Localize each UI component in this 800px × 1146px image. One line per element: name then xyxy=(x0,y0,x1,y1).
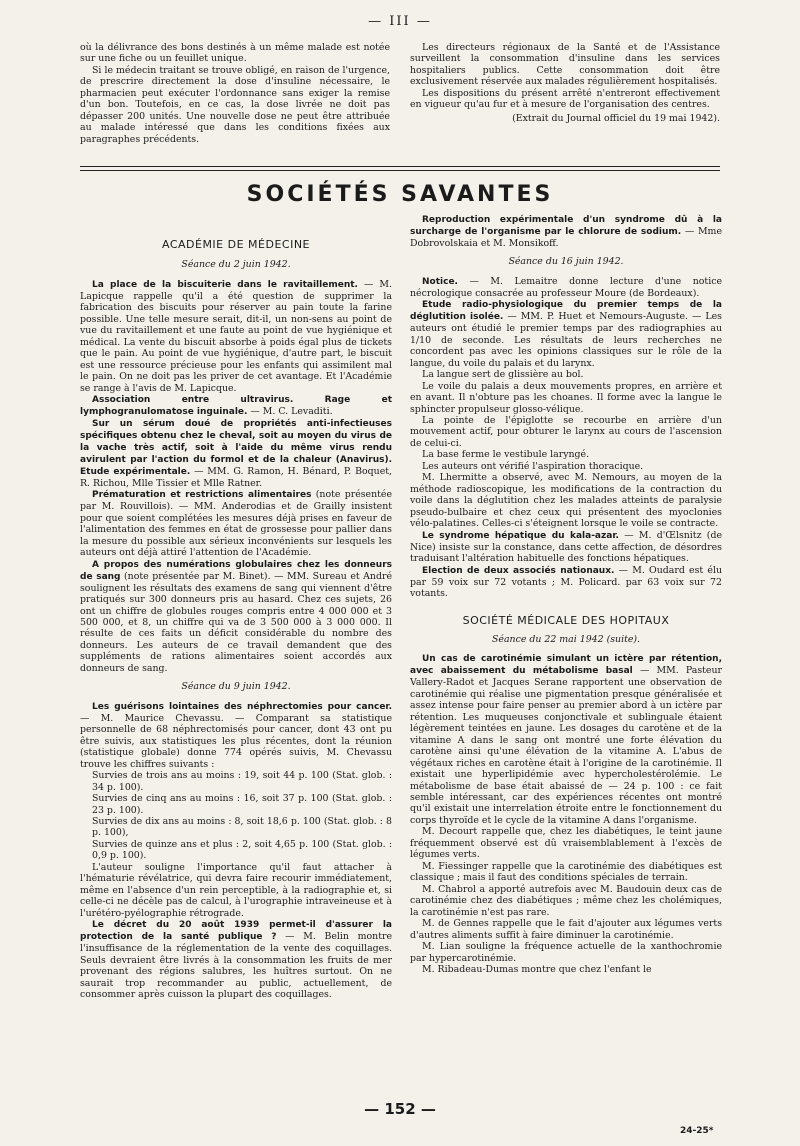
hospital-society-heading: SOCIÉTÉ MÉDICALE DES HOPITAUX xyxy=(462,613,670,627)
right-column xyxy=(410,214,722,976)
paragraph: L'auteur souligne l'importance qu'il faut attacher à l'hématurie révélatrice, qui devra faire recourir immédiatement, même en l'absence d'un rein perceptible, à la radiographie et, si celle-ci ne décèle pas de calcul, à l'urographie intraveineuse et à l'urétéro-pyélographie rétrograde. xyxy=(80,861,392,919)
paragraph: Sur un sérum doué de propriétés anti-infectieuses spécifiques obtenu chez le cheval, soit au moyen du virus de la vache très actif, soit à l'aide du même virus rendu avirulent par l'action du formol et de la chaleur (Anavirus). Etude expérimentale. — MM. G. Ramon, H. Bénard, P. Boquet, R. Richou, Mlle Tissier et Mlle Ratner. xyxy=(80,419,392,489)
paragraph: Reproduction expérimentale d'un syndrome dû à la surcharge de l'organisme par le chlorure de sodium. — Mme Dobrovolskaia et M. Monsikoff. xyxy=(410,215,722,249)
academy-heading: ACADÉMIE DE MÉDECINE xyxy=(161,238,311,251)
paragraph: Election de deux associés nationaux. — M. Oudard est élu par 59 voix sur 72 votants ; M. Policard. par 63 voix sur 72 votants. xyxy=(410,564,722,600)
paragraph: A propos des numérations globulaires chez les donneurs de sang (note présentée par M. Binet). — MM. Sureau et André soulignent les résultats des examens de sang qui viennent d'être pratiqués sur 300 donneurs pris au hasard. Chez ces sujets, 26 ont un chiffre de globules rouges compris entre 4 000 000 et 3 500 000, et 8, un chiffre qui va de 3 500 000 à 3 000 000. Il résulte de ces faits un déficit considérable du nombre des donneurs. Les auteurs de ce travail demandent que des suppléments de rations alimentaires soient accordés aux donneurs de sang. xyxy=(80,559,392,674)
topic-heading: Etude radio-physiologique du premier temps de la déglutition isolée. xyxy=(410,300,722,323)
list-item: Les auteurs ont vérifié l'aspiration thoracique. xyxy=(422,460,644,472)
paragraph: où la délivrance des bons destinés à un même malade est notée sur une fiche ou un feuillet unique. xyxy=(80,42,390,65)
extract-note: (Extrait du Journal officiel du 19 mai 1942). xyxy=(512,112,720,124)
survival-list xyxy=(80,770,392,862)
section-rule xyxy=(80,170,720,171)
topic-heading: Election de deux associés nationaux. xyxy=(422,565,615,576)
paragraph: M. de Gennes rappelle que le fait d'ajouter aux légumes verts d'autres aliments suffit à faire diminuer la carotinémie. xyxy=(410,918,722,941)
topic-heading: Les guérisons lointaines des néphrectomies pour cancer. xyxy=(92,701,392,712)
paragraph: Association entre ultravirus. Rage et lymphogranulomatose inguinale. — M. C. Levaditi. xyxy=(80,395,392,418)
list-item: La pointe de l'épiglotte se recourbe en arrière d'un mouvement actif, pour obturer le larynx au cours de l'ascension de celui-ci. xyxy=(410,415,722,449)
topic-heading: Un cas de carotinémie simulant un ictère par rétention, avec abaissement du métabolisme basal xyxy=(410,654,722,677)
list-item: Survies de trois ans au moins : 19, soit 44 p. 100 (Stat. glob. : 34 p. 100). xyxy=(92,770,392,793)
list-item: La base ferme le vestibule laryngé. xyxy=(422,449,590,461)
topic-heading: Notice. xyxy=(422,276,458,287)
paragraph: M. Lhermitte a observé, avec M. Nemours, au moyen de la méthode radioscopique, les modifications de la contraction du voile dans la déglutition chez les malades atteints de paralysie pseudo-bulbaire et chez ceux qui présentent des myoclonies vélo-palatines. Celles-ci s'éteignent lorsque le voile se contracte. xyxy=(410,472,722,530)
topic-heading: A propos des numérations globulaires chez les donneurs de sang xyxy=(80,559,392,582)
paragraph: Les dispositions du présent arrêté n'entreront effectivement en vigueur qu'au fur et à mesure de l'organisation des centres. xyxy=(410,87,720,111)
list-item: Survies de cinq ans au moins : 16, soit 37 p. 100 (Stat. glob. : 23 p. 100). xyxy=(92,793,392,816)
list-item: La langue sert de glissière au bol. xyxy=(422,369,584,381)
topic-heading: La place de la biscuiterie dans le ravitaillement. xyxy=(92,279,358,290)
topic-heading: Le décret du 20 août 1939 permet-il d'assurer la protection de la santé publique ? xyxy=(80,920,392,943)
list-item: Survies de quinze ans et plus : 2, soit 4,65 p. 100 (Stat. glob. : 0,9 p. 100). xyxy=(92,838,392,862)
topic-heading: Prématuration et restrictions alimentaires xyxy=(92,490,312,501)
paragraph: Un cas de carotinémie simulant un ictère par rétention, avec abaissement du métabolisme basal — MM. Pasteur Vallery-Radot et Jacques Serane rapportent une observation de carotinémie qui réalise une pigmentation presque généralisée et assez intense pour faire penser au premier abord à un ictère par rétention. Les muqueuses conjonctivale et sublinguale étaient légèrement teintées en jaune. Les dosages du carotène et de la vitamine A dans le sang ont montré une forte élévation du carotène ainsi qu'une élévation de la vitamine A. L'abus de végétaux riches en carotène était à l'origine de la carotinémie. Il existait une hyperlipidémie avec hypercholestérolémie. Le métabolisme de base était abaissé de — 24 p. 100 : ce fait semble intéressant, car des expériences récentes ont montré qu'il existait une interrelation étroite entre le fonctionnement du corps thyroïde et le cycle de la vitamine A dans l'organisme. xyxy=(410,654,722,826)
paragraph: Les guérisons lointaines des néphrectomies pour cancer. — M. Maurice Chevassu. — Comparant sa statistique personnelle de 68 néphrectomisés pour cancer, dont 43 ont pu être suivis, aux statistiques les plus récentes, dont la réunion (statistique globale) donne 774 opérés suivis, M. Chevassu trouve les chiffres suivants : xyxy=(80,701,392,770)
paragraph: Le syndrome hépatique du kala-azar. — M. d'Œlsnitz (de Nice) insiste sur la constance, dans cette affection, de désordres traduisant l'altération habituelle des fonctions hépatiques. xyxy=(410,529,722,565)
page-number: — 152 — xyxy=(364,1100,436,1118)
paragraph: Prématuration et restrictions alimentaires (note présentée par M. Rouvillois). — MM. Anderodias et de Grailly insistent pour que soient complétées les mesures déjà prises en faveur de l'alimentation des femmes en état de grossesse pour pallier dans la mesure du possible aux sérieux inconvénients sur lesquels les auteurs ont déjà attiré l'attention de l'Académie. xyxy=(80,489,392,559)
paragraph: La place de la biscuiterie dans le ravitaillement. — M. Lapicque rappelle qu'il a été question de supprimer la fabrication des biscuits pour réserver au pain toute la farine possible. Une telle mesure serait, dit-il, un non-sens au point de vue du ravitaillement et une faute au point de vue hygiénique et médical. La vente du biscuit absorbe à poids égal plus de tickets que le pain. Au point de vue hygiénique, d'autre part, le biscuit est une ressource précieuse pour les enfants qui assimilent mal le pain. On ne doit pas les priver de cet avantage. Et l'Académie se range à l'avis de M. Lapicque. xyxy=(80,278,392,394)
top-right-column xyxy=(410,42,720,124)
paragraph: Notice. — M. Lemaitre donne lecture d'une notice nécrologique consacrée au professeur Moure (de Bordeaux). xyxy=(410,275,722,299)
section-rule xyxy=(80,166,720,167)
paragraph: M. Ribadeau-Dumas montre que chez l'enfant le xyxy=(422,964,652,976)
paragraph: Les directeurs régionaux de la Santé et de l'Assistance surveillent la consommation d'insuline dans les services hospitaliers publics. Cette consommation doit être exclusivement réservée aux malades régulièrement hospitalisés. xyxy=(410,42,720,88)
topic-heading: Reproduction expérimentale d'un syndrome dû à la surcharge de l'organisme par le chlorure de sodium. xyxy=(410,215,722,237)
topic-heading: Le syndrome hépatique du kala-azar. xyxy=(422,530,619,541)
topic-heading: Association entre ultravirus. Rage et lymphogranulomatose inguinale. xyxy=(80,395,392,418)
session-date: Séance du 16 juin 1942. xyxy=(508,256,624,268)
paragraph: Le décret du 20 août 1939 permet-il d'assurer la protection de la santé publique ? — M. Belin montre l'insuffisance de la réglementation de la vente des coquillages. Seuls devraient être livrés à la consommation les fruits de mer provenant des régions salubres, les huîtres surtout. On ne saurait trop recommander au public, actuellement, de consommer après cuisson la plupart des coquillages. xyxy=(80,920,392,1000)
paragraph: M. Chabrol a apporté autrefois avec M. Baudouin deux cas de carotinémie chez des diabétiques ; même chez les cholémiques, la carotinémie n'est pas rare. xyxy=(410,883,722,918)
section-title: SOCIÉTÉS SAVANTES xyxy=(246,182,554,207)
list-item: Survies de dix ans au moins : 8, soit 18,6 p. 100 (Stat. glob. : 8 p. 100), xyxy=(92,815,392,839)
page-roman-header: — III — xyxy=(368,14,432,29)
session-date: Séance du 9 juin 1942. xyxy=(181,681,291,693)
paragraph: Etude radio-physiologique du premier temps de la déglutition isolée. — MM. P. Huet et Nemours-Auguste. — Les auteurs ont étudié le premier temps par des radiographies au 1/10 de seconde. Les résultats de leurs recherches ne concordent pas avec les opinions classiques sur le rôle de la langue, du voile du palais et du larynx. xyxy=(410,300,722,369)
paragraph: M. Fiessinger rappelle que la carotinémie des diabétiques est classique ; mais il faut des conditions spéciales de terrain. xyxy=(410,860,722,884)
paragraph: Si le médecin traitant se trouve obligé, en raison de l'urgence, de prescrire directement la dose d'insuline nécessaire, le pharmacien peut exécuter l'ordonnance sans exiger la remise d'un bon. Toutefois, en ce cas, la dose livrée ne doit pas dépasser 200 unités. Une nouvelle dose ne peut être attribuée au malade intéressé que dans les conditions fixées aux paragraphes précédents. xyxy=(80,64,390,145)
top-left-column xyxy=(80,42,390,145)
topic-heading: Sur un sérum doué de propriétés anti-infectieuses spécifiques obtenu chez le cheval, soit au moyen du virus de la vache très actif, soit à l'aide du même virus rendu avirulent par l'action du formol et de la chaleur (Anavirus). Etude expérimentale. xyxy=(80,419,392,477)
paragraph: M. Lian souligne la fréquence actuelle de la xanthochromie par hypercarotinémie. xyxy=(410,941,722,964)
session-date: Séance du 2 juin 1942. xyxy=(181,259,291,271)
reference-mark: 24-25* xyxy=(680,1126,714,1136)
left-column xyxy=(80,232,392,1000)
session-date: Séance du 22 mai 1942 (suite). xyxy=(491,633,641,645)
paragraph: M. Decourt rappelle que, chez les diabétiques, le teint jaune fréquemment observé est dû vraisemblablement à l'excès de légumes verts. xyxy=(410,826,722,861)
list-item: Le voile du palais a deux mouvements propres, en arrière et en avant. Il n'obture pas les choanes. Il forme avec la langue le sphincter propulseur glosso-vélique. xyxy=(410,380,722,415)
